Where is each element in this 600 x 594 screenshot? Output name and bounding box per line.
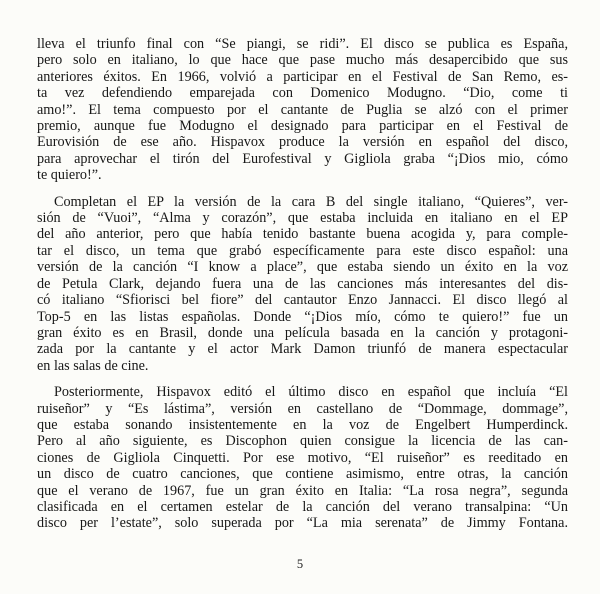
text-line: có italiano “Sfiorisci bel fiore” del cantautor Enzo Jannacci. El disco llegó al (37, 292, 568, 309)
text-line: amo!”. El tema compuesto por el cantante de Puglia se alzó con el primer (37, 101, 568, 118)
text-line: tar el disco, un tema que grabó específicamente para este disco español: una (37, 242, 568, 259)
text-line: premio, aunque fue Modugno el designado para participar en el Festival de (37, 118, 568, 135)
text-line: del año anterior, pero que había tenido bastante buena acogida y, para comple- (37, 226, 568, 243)
text-line: Top-5 en las listas españolas. Donde “¡Dios mío, cómo te quiero!” fue un (37, 308, 568, 325)
text-line: Posteriormente, Hispavox editó el último disco en español que incluía “El (54, 384, 568, 401)
text-line: de Petula Clark, dejando fuera una de las canciones más interesantes del dis- (37, 275, 568, 292)
text-line: que el verano de 1967, fue un gran éxito en Italia: “La rosa negra”, segunda (37, 482, 568, 499)
text-line: clasificada en el certamen estelar de la canción del verano transalpina: “Un (37, 498, 568, 515)
text-line: te quiero!”. (37, 167, 102, 184)
text-line: sión de “Vuoi”, “Alma y corazón”, que estaba incluida en italiano en el EP (37, 210, 568, 227)
paragraph (37, 194, 568, 374)
text-line: en las salas de cine. (37, 357, 149, 374)
text-line: que estaba sonando insistentemente en la voz de Engelbert Humperdinck. (37, 416, 568, 433)
paragraph (37, 36, 568, 184)
text-line: ta vez defendiendo emparejada con Domenico Modugno. “Dio, come ti (37, 85, 568, 102)
text-line: disco per l’estate”, solo superada por “La mia serenata” de Jimmy Fontana. (37, 515, 568, 532)
text-line: lleva el triunfo final con “Se piangi, se ridi”. El disco se publica es España, (37, 36, 568, 52)
text-line: Eurovisión de ese año. Hispavox produce la versión en español del disco, (37, 134, 568, 151)
paragraph (37, 384, 568, 532)
text-line: gran éxito es en Brasil, donde una película basada en la canción y protagoni- (37, 324, 568, 341)
text-line: versión de la canción “I know a place”, que estaba siendo un éxito en la voz (37, 259, 568, 276)
text-line: Completan el EP la versión de la cara B del single italiano, “Quieres”, ver- (54, 193, 568, 210)
text-line: Pero al año siguiente, es Discophon quien consigue la licencia de las can- (37, 433, 568, 450)
text-line: zada por la cantante y el actor Mark Damon triunfó de manera espectacular (37, 341, 568, 358)
body-text (37, 36, 568, 532)
text-line: un disco de cuatro canciones, que contiene asimismo, entre otras, la canción (37, 466, 568, 483)
text-line: pero solo en italiano, lo que hace que pase mucho más desapercibido que sus (37, 52, 568, 69)
text-line: ruiseñor” y “Es lástima”, versión en castellano de “Dommage, dommage”, (37, 400, 568, 417)
text-line: anteriores éxitos. En 1966, volvió a participar en el Festival de San Remo, es- (37, 68, 568, 85)
text-line: ciones de Gigliola Cinquetti. Por ese motivo, “El ruiseñor” es reeditado en (37, 449, 568, 466)
text-line: para aprovechar el tirón del Eurofestival y Gigliola graba “¡Dios mio, cómo (37, 150, 568, 167)
page-number: 5 (296, 557, 304, 571)
